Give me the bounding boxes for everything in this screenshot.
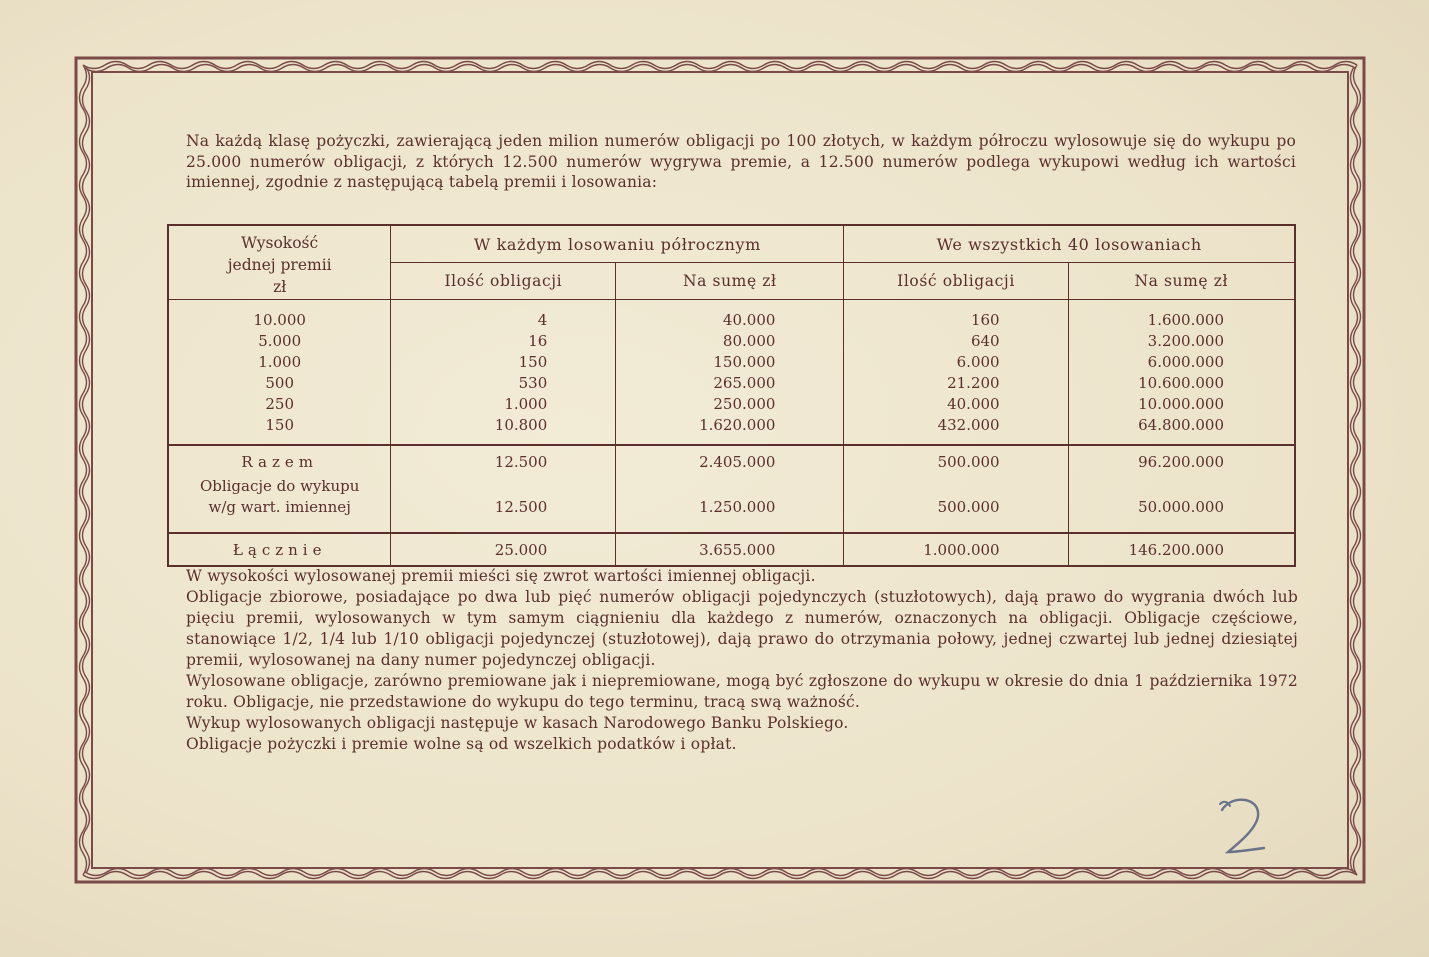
count-b-value: 40.000 xyxy=(947,395,1000,413)
intro-paragraph xyxy=(186,131,1296,193)
count-a-column xyxy=(391,300,616,446)
sum-b-value: 10.600.000 xyxy=(1138,374,1224,392)
razem-label: Razem xyxy=(241,453,318,471)
count-a-value: 530 xyxy=(518,374,548,392)
sum-b-value: 3.200.000 xyxy=(1147,332,1224,350)
wykup-count-b: 500.000 xyxy=(937,498,1000,516)
premium-value: 1.000 xyxy=(258,353,302,371)
subtotal-count-a xyxy=(391,445,616,533)
premium-value: 150 xyxy=(265,416,294,434)
count-a-value: 1.000 xyxy=(504,395,548,413)
razem-count-b: 500.000 xyxy=(937,453,1000,471)
wykup-count-a: 12.500 xyxy=(494,498,548,516)
premium-value: 500 xyxy=(265,374,294,392)
count-b-column xyxy=(844,300,1068,446)
premium-column xyxy=(168,300,391,446)
note-paragraph: Obligacje pożyczki i premie wolne są od wszelkich podatków i opłat. xyxy=(186,735,737,753)
wykup-label-line-1: Obligacje do wykupu xyxy=(199,477,360,495)
premium-header-line-3: zł xyxy=(273,277,287,296)
total-sum-b: 146.200.000 xyxy=(1068,533,1295,566)
table-header-row xyxy=(168,225,1295,263)
subtotal-count-b xyxy=(844,445,1068,533)
total-row xyxy=(168,533,1295,566)
sum-a-value: 150.000 xyxy=(713,353,776,371)
subtotal-sum-b xyxy=(1068,445,1295,533)
count-a-value: 16 xyxy=(528,332,548,350)
prize-rows xyxy=(168,300,1295,446)
subheader-count-a: Ilość obligacji xyxy=(391,263,616,300)
sum-b-value: 10.000.000 xyxy=(1138,395,1224,413)
razem-sum-b: 96.200.000 xyxy=(1138,453,1224,471)
count-a-value: 4 xyxy=(537,311,548,329)
wykup-sum-b: 50.000.000 xyxy=(1138,498,1224,516)
notes-section xyxy=(186,566,1298,755)
note-paragraph: Wylosowane obligacje, zarówno premiowane jak i niepremiowane, mogą być zgłoszone do wykupu w okresie do dnia 1 października 1972 roku. Obligacje, nie przedstawione do wykupu do tego terminu, tracą swą ważność. xyxy=(186,672,1298,711)
premium-value: 250 xyxy=(265,395,294,413)
sum-a-value: 40.000 xyxy=(722,311,776,329)
total-count-b: 1.000.000 xyxy=(844,533,1068,566)
sum-a-value: 250.000 xyxy=(713,395,776,413)
subtotal-labels xyxy=(168,445,391,533)
count-a-value: 10.800 xyxy=(494,416,548,434)
intro-text: Na każdą klasę pożyczki, zawierającą jeden milion numerów obligacji po 100 złotych, w każdym półroczu wylosowuje się do wykupu po 25.000 numerów obligacji, z których 12.500 numerów wygrywa premie, a 12.500 numerów podlega wykupowi według ich wartości imiennej, zgodnie z następującą tabelą premii i losowania: xyxy=(186,132,1296,191)
subheader-sum-a: Na sumę zł xyxy=(616,263,844,300)
sum-a-value: 1.620.000 xyxy=(699,416,776,434)
wykup-sum-a: 1.250.000 xyxy=(699,498,776,516)
premium-header-line-1: Wysokość xyxy=(241,233,319,252)
subtotal-rows xyxy=(168,445,1295,533)
group-header-all-draws: We wszystkich 40 losowaniach xyxy=(844,225,1295,263)
razem-sum-a: 2.405.000 xyxy=(699,453,776,471)
note-paragraph: Wykup wylosowanych obligacji następuje w kasach Narodowego Banku Polskiego. xyxy=(186,714,849,732)
count-b-value: 640 xyxy=(970,332,1000,350)
premium-value: 10.000 xyxy=(253,311,306,329)
note-paragraph: Obligacje zbiorowe, posiadające po dwa lub pięć numerów obligacji pojedynczych (stuzłotowych), dają prawo do wygrania dwóch lub pięciu premii, wylosowanych w tym samym ciągnieniu dla każdego z numerów, oznaczonych na obligacji. Obligacje częściowe, stanowiące 1/2, 1/4 lub 1/10 obligacji pojedynczej (stuzłotowej), dają prawo do otrzymania połowy, jednej czwartej lub jednej dziesiątej premii, wylosowanej na dany numer pojedynczej obligacji. xyxy=(186,588,1298,669)
count-a-value: 150 xyxy=(518,353,548,371)
handwritten-mark xyxy=(1210,790,1280,870)
group-header-semiannual: W każdym losowaniu półrocznym xyxy=(391,225,844,263)
subtotal-sum-a xyxy=(616,445,844,533)
sum-b-value: 1.600.000 xyxy=(1147,311,1224,329)
note-paragraph: W wysokości wylosowanej premii mieści się zwrot wartości imiennej obligacji. xyxy=(186,567,816,585)
sum-b-column xyxy=(1068,300,1295,446)
total-sum-a: 3.655.000 xyxy=(616,533,844,566)
premium-header xyxy=(168,225,391,300)
total-label: Łącznie xyxy=(168,533,391,566)
premium-header-line-2: jednej premii xyxy=(227,255,332,274)
sum-a-value: 80.000 xyxy=(722,332,776,350)
sum-b-value: 64.800.000 xyxy=(1138,416,1224,434)
subheader-sum-b: Na sumę zł xyxy=(1068,263,1295,300)
razem-count-a: 12.500 xyxy=(494,453,548,471)
wykup-label-line-2: w/g wart. imiennej xyxy=(208,498,351,516)
sum-a-value: 265.000 xyxy=(713,374,776,392)
sum-b-value: 6.000.000 xyxy=(1147,353,1224,371)
premium-value: 5.000 xyxy=(258,332,302,350)
subheader-count-b: Ilość obligacji xyxy=(844,263,1068,300)
total-count-a: 25.000 xyxy=(391,533,616,566)
prize-table xyxy=(167,224,1296,567)
count-b-value: 160 xyxy=(970,311,1000,329)
count-b-value: 432.000 xyxy=(937,416,1000,434)
sum-a-column xyxy=(616,300,844,446)
count-b-value: 6.000 xyxy=(956,353,1000,371)
count-b-value: 21.200 xyxy=(947,374,1000,392)
